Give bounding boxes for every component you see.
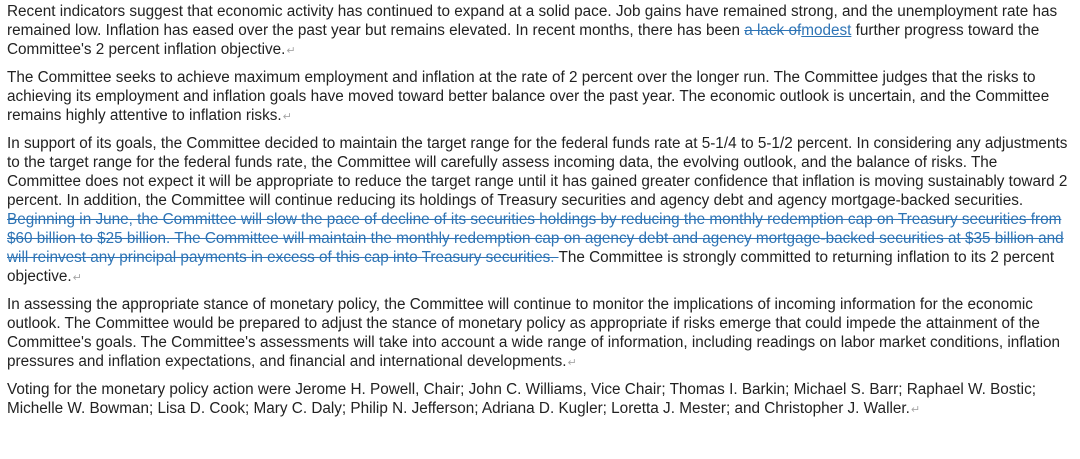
paragraph-text: The Committee seeks to achieve maximum employment and inflation at the rate of 2 percent over the longer run. The Committee judges that the risks to achieving its employment and inflation goals have moved toward better balance over the past year. The economic outlook is uncertain, and the Committee remains highly attentive to inflation risks.: [7, 69, 1050, 124]
paragraph-text: Voting for the monetary policy action were Jerome H. Powell, Chair; John C. Williams, Vice Chair; Thomas I. Barkin; Michael S. Barr; Raphael W. Bostic; Michelle W. Bowman; Lisa D. Cook; Mary C. Daly; Philip N. Jefferson; Adriana D. Kugler; Loretta J. Mester; and Christopher J. Waller.: [7, 381, 1036, 417]
paragraph-mark-icon: ↵: [910, 403, 921, 416]
paragraph-mark-icon: ↵: [282, 110, 292, 123]
paragraph-mark-icon: ↵: [286, 44, 296, 57]
paragraph-voting-members[interactable]: [7, 380, 1068, 419]
paragraph-text: The Committee is strongly committed to returning inflation to its 2 percent objective.: [7, 249, 1055, 285]
paragraph-text: further progress toward the Committee's 2 percent inflation objective.: [7, 22, 1040, 58]
paragraph-text: Recent indicators suggest that economic activity has continued to expand at a solid pace. Job gains have remained strong, and the unemployment rate has remained low. Inflation has eased over the past year but remains elevated. In recent months, there has been: [7, 3, 1058, 39]
tracked-insertion[interactable]: modest: [801, 22, 852, 39]
paragraph-policy-stance[interactable]: [7, 295, 1068, 372]
paragraph-text: In assessing the appropriate stance of monetary policy, the Committee will continue to monitor the implications of incoming information for the economic outlook. The Committee would be prepared to adjust the stance of monetary policy as appropriate if risks emerge that could impede the attainment of the Committee's goals. The Committee's assessments will take into account a wide range of information, including readings on labor market conditions, inflation pressures and inflation expectations, and financial and international developments.: [7, 296, 1061, 370]
paragraph-economic-activity[interactable]: [7, 2, 1068, 60]
paragraph-mark-icon: ↵: [72, 271, 82, 284]
paragraph-committee-goals[interactable]: [7, 68, 1068, 126]
paragraph-mark-icon: ↵: [567, 356, 577, 369]
paragraph-text: In support of its goals, the Committee decided to maintain the target range for the federal funds rate at 5-1/4 to 5-1/2 percent. In considering any adjustments to the target range for the federal funds rate, the Committee will carefully assess incoming data, the evolving outlook, and the balance of risks. The Committee does not expect it will be appropriate to reduce the target range until it has gained greater confidence that inflation is moving sustainably toward 2 percent. In addition, the Committee will continue reducing its holdings of Treasury securities and agency debt and agency mortgage-backed securities.: [7, 135, 1068, 209]
tracked-deletion[interactable]: a lack of: [744, 22, 802, 39]
tracked-deletion[interactable]: Beginning in June, the Committee will slow the pace of decline of its securities holdings by reducing the monthly redemption cap on Treasury securities from $60 billion to $25 billion. The Committee will maintain the monthly redemption cap on agency debt and agency mortgage-backed securities at $35 billion and will reinvest any principal payments in excess of this cap into Treasury securities.: [7, 211, 1064, 266]
paragraph-policy-decision[interactable]: [7, 134, 1068, 287]
